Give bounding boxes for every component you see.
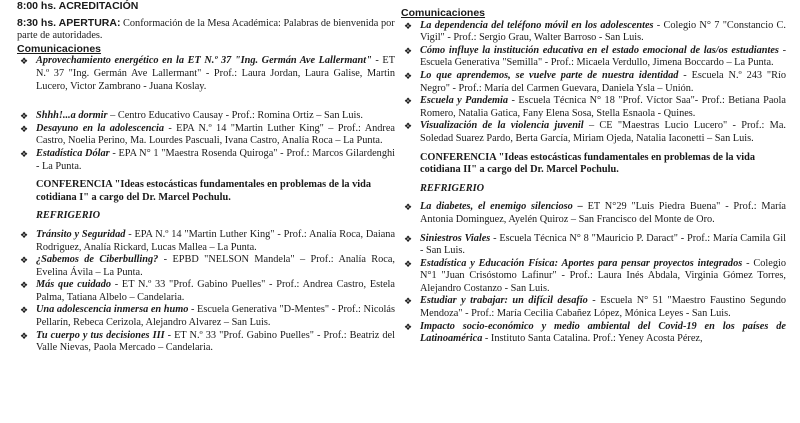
- list-item: [17, 254, 395, 279]
- bullet-icon: ❖: [404, 121, 413, 132]
- apertura-time: 8:30 hs. APERTURA:: [17, 16, 121, 29]
- item-detail: - Escuela Técnica N° 8 "Mauricio P. Daract" - Prof.: María Camila Gil - San Luis.: [420, 232, 786, 257]
- list-item: [17, 148, 395, 173]
- refrigerio-left: REFRIGERIO: [36, 210, 101, 222]
- bullet-icon: ❖: [404, 20, 413, 31]
- left-communications-list-b: [17, 229, 395, 355]
- item-title: La dependencia del teléfono móvil en los adolescentes: [420, 19, 654, 31]
- bullet-icon: ❖: [20, 280, 29, 291]
- item-detail: - Colegio N°1 "Juan Crisóstomo Lafinur" - Prof.: Laura Inés Abdala, Virginia Gómez Torres, Alejandro Costanzo - San Luis.: [420, 257, 787, 294]
- bullet-icon: ❖: [404, 45, 413, 56]
- item-title: Estudiar y trabajar: un difícil desafío: [420, 295, 588, 307]
- bullet-icon: ❖: [20, 255, 29, 266]
- item-title: Más que cuidado: [36, 279, 111, 291]
- bullet-icon: ❖: [404, 202, 413, 213]
- item-detail: - Escuela Generativa "Semilla" - Prof.: Micaela Verdullo, Jimena Boccardo – La Punta.: [420, 44, 786, 69]
- bullet-icon: ❖: [404, 96, 413, 107]
- item-title: Visualización de la violencia juvenil: [420, 120, 584, 132]
- list-item: [17, 304, 395, 329]
- item-detail: - ET N.º 33 "Prof. Gabino Puelles" - Prof.: Beatriz del Valle Nievas, Paola Mercado – Candelaria.: [36, 329, 395, 354]
- bullet-icon: ❖: [20, 229, 29, 240]
- item-detail: - ET N.º 33 "Prof. Gabino Puelles" - Prof.: Andrea Castro, Estela Palma, Tatiana Albelo – Candelaria.: [36, 279, 395, 303]
- item-title: Estadística Dólar: [36, 147, 110, 159]
- bullet-icon: ❖: [404, 70, 413, 81]
- list-item: [401, 321, 786, 346]
- list-item: [17, 110, 395, 123]
- item-title: La diabetes, el enemigo silencioso –: [420, 201, 583, 213]
- bullet-icon: ❖: [20, 305, 29, 316]
- list-item: [17, 330, 395, 355]
- item-detail: - Escuela Técnica N° 18 "Prof. Víctor Saa"- Prof.: Betiana Paola Romero, Natalia Gatica, Fany Elena Sosa, Stella Esnaola - Quines.: [420, 95, 786, 119]
- bullet-icon: ❖: [404, 296, 413, 307]
- bullet-icon: ❖: [20, 56, 29, 67]
- item-detail: – Centro Educativo Causay - Prof.: Romina Ortiz – San Luis.: [107, 110, 363, 122]
- item-detail: - Escuela Generativa "D-Mentes" - Prof.: Nicolás Pellarín, Rebeca Cerizola, Alejandro Alvarez – San Luis.: [36, 304, 395, 329]
- apertura-paragraph: [17, 17, 395, 43]
- list-item: [401, 201, 786, 226]
- list-item: [17, 123, 395, 148]
- item-detail: - EPBD "NELSON Mandela" – Prof.: Analía Roca, Evelina Ávila – La Punta.: [36, 254, 395, 278]
- list-item: [401, 20, 786, 45]
- bullet-icon: ❖: [20, 330, 29, 341]
- refrigerio-right: REFRIGERIO: [420, 182, 485, 194]
- item-detail: – CE "Maestras Lucio Lucero" - Prof.: Ma. Soledad Suarez Pardo, Berta García, Miriam Ojeda, Natalia Iaconetti – San Luis.: [420, 120, 786, 144]
- item-title: Una adolescencia inmersa en humo: [36, 304, 189, 316]
- item-title: Tránsito y Seguridad: [36, 228, 126, 240]
- list-item: [17, 279, 395, 304]
- list-item: [17, 229, 395, 254]
- list-item: [401, 45, 786, 70]
- list-item: [401, 70, 786, 95]
- item-title: Lo que aprendemos, se vuelve parte de nuestra identidad: [420, 69, 679, 81]
- comunicaciones-heading-left: Comunicaciones: [17, 42, 102, 55]
- item-detail: - Escuela N.º 243 "Río Negro" - Prof.: María del Carmen Guevara, Daniela Ysla – Unión.: [420, 69, 786, 94]
- list-item: [401, 95, 786, 120]
- conferencia-right: CONFERENCIA "Ideas estocásticas fundamentales en problemas de la vida cotidiana II" a cargo del Dr. Marcel Pochulu.: [420, 151, 756, 176]
- comunicaciones-heading-right: Comunicaciones: [401, 7, 486, 19]
- item-detail: - Instituto Santa Catalina. Prof.: Yeney Acosta Pérez,: [482, 333, 703, 345]
- item-title: ¿Sabemos de Ciberbulling?: [36, 254, 159, 266]
- right-communications-list-a: [401, 20, 786, 146]
- item-title: Siniestros Viales: [420, 232, 491, 244]
- item-detail: - Escuela N° 51 "Maestro Faustino Segundo Mendoza" - Prof.: María Cecilia Cabañez López, Mónica Leyes - San Luis.: [420, 295, 786, 320]
- item-title: Desayuno en la adolescencia: [36, 122, 165, 134]
- item-title: Estadística y Educación Física: Aportes para pensar proyectos integrados: [420, 257, 743, 269]
- item-detail: - ET N.º 37 "Ing. Germán Ave Lallermant" - Prof.: Laura Jordan, Laura Galise, Martin Lucero, Victor Zambrano - Juana Koslay.: [36, 55, 395, 92]
- right-communications-list-b: [401, 201, 786, 346]
- list-item: [401, 258, 786, 296]
- item-detail: - EPA N.º 14 "Martin Luther King" – Prof.: Andrea Castro, Noelia Perino, Ma. Lourdes Pascuali, Ivana Castro, Analía Roca – La Punta.: [36, 122, 395, 147]
- item-detail: - EPA N.º 14 "Martin Luther King" - Prof.: Analía Roca, Daiana Rodriguez, Analía Rickard, Lucas Mallea – La Punta.: [36, 228, 396, 253]
- bullet-icon: ❖: [404, 258, 413, 269]
- bullet-icon: ❖: [404, 321, 413, 332]
- bullet-icon: ❖: [20, 111, 29, 122]
- item-title: Shhh!...a dormir: [36, 110, 108, 122]
- item-title: Escuela y Pandemia: [420, 95, 509, 107]
- list-item: [401, 233, 786, 258]
- apertura-text: Conformación de la Mesa Académica: Palabras de bienvenida por parte de autoridades.: [17, 17, 395, 42]
- bullet-icon: ❖: [404, 233, 413, 244]
- list-item: [401, 295, 786, 320]
- bullet-icon: ❖: [20, 148, 29, 159]
- left-communications-list-a: [17, 55, 395, 173]
- list-item: [401, 120, 786, 145]
- acreditacion-heading: 8:00 hs. ACREDITACIÓN: [17, 0, 139, 12]
- item-title: Aprovechamiento energético en la ET N.º 37 "Ing. Germán Ave Lallermant": [36, 55, 372, 67]
- bullet-icon: ❖: [20, 123, 29, 134]
- item-detail: - Colegio N° 7 "Constancio C. Vigil" - Prof.: Sergio Grau, Walter Barroso - San Luis.: [420, 19, 786, 44]
- conferencia-left: CONFERENCIA "Ideas estocásticas fundamentales en problemas de la vida cotidiana I" a cargo del Dr. Marcel Pochulu.: [36, 179, 372, 203]
- item-detail: ET N°29 "Luis Piedra Buena" - Prof.: María Antonia Dominguez, Ayelén Quiroz – San Francisco del Monte de Oro.: [420, 201, 786, 225]
- list-item: [17, 55, 395, 93]
- item-title: Cómo influye la institución educativa en el estado emocional de las/os estudiantes: [420, 44, 779, 56]
- item-detail: - EPA N° 1 "Maestra Rosenda Quiroga" - Prof.: Marcos Gilardenghi - La Punta.: [36, 147, 395, 172]
- right-column: [401, 7, 786, 346]
- item-title: Impacto socio-económico y medio ambiental del Covid-19 en los países de Latinoamérica: [420, 320, 786, 345]
- left-column: [17, 0, 395, 355]
- item-title: Tu cuerpo y tus decisiones III: [36, 329, 165, 341]
